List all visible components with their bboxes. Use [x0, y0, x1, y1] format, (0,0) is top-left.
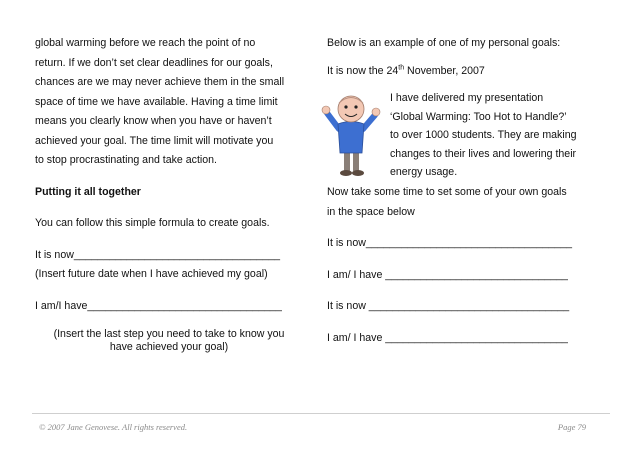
fill-in-line: It is now___________________________________: [327, 237, 573, 249]
footer-copyright: © 2007 Jane Genovese. All rights reserved.: [39, 422, 188, 432]
insert-last-step-note: have achieved your goal): [109, 341, 229, 353]
now-take-text: in the space below: [327, 205, 415, 218]
goal-line: to over 1000 students. They are making: [390, 129, 577, 142]
example-goal: [327, 89, 609, 183]
fill-in-line: I am/ I have _______________________________: [327, 268, 568, 281]
body-text-line: space of time we have available. Having a time limit: [35, 95, 278, 108]
goal-line: ‘Global Warming: Too Hot to Handle?’: [390, 110, 567, 123]
formula-intro: You can follow this simple formula to create goals.: [35, 217, 270, 229]
footer-divider: [32, 413, 610, 414]
section-heading: Putting it all together: [35, 185, 141, 198]
it-is-now-line: It is now___________________________________: [35, 248, 281, 261]
date-text: It is now the 24: [327, 64, 399, 77]
waving-man-figure-icon: [321, 91, 381, 177]
fill-in-line: It is now __________________________________: [327, 300, 570, 312]
body-text-line: global warming before we reach the point of no: [35, 37, 256, 49]
example-date: [327, 62, 609, 82]
now-take-text: Now take some time to set some of your own goals: [327, 186, 567, 198]
right-column: [327, 34, 609, 348]
left-column: [35, 34, 303, 354]
example-intro: Below is an example of one of my personal goals:: [327, 37, 561, 49]
insert-last-step-note: (Insert the last step you need to take to know you: [53, 328, 285, 340]
goal-line: changes to their lives and lowering their: [390, 147, 577, 160]
body-text-line: achieved your goal. The time limit will motivate you: [35, 134, 274, 147]
insert-future-date-note: (Insert future date when I have achieved my goal): [35, 268, 268, 280]
fill-in-line: I am/ I have _______________________________: [327, 331, 568, 344]
date-superscript: th: [398, 63, 405, 71]
body-text-line: return. If we don’t set clear deadlines for our goals,: [35, 56, 273, 69]
body-text-line: to stop procrastinating and take action.: [35, 154, 217, 166]
i-am-line: I am/I have_________________________________: [35, 299, 282, 312]
goal-line: energy usage.: [390, 166, 458, 179]
date-text: November, 2007: [404, 64, 485, 77]
body-text-line: chances are we may never achieve them in the small: [35, 76, 285, 88]
footer-page-number: Page 79: [557, 422, 586, 432]
body-text-line: means you clearly know when you have or haven’t: [35, 115, 272, 127]
goal-line: I have delivered my presentation: [390, 92, 544, 104]
